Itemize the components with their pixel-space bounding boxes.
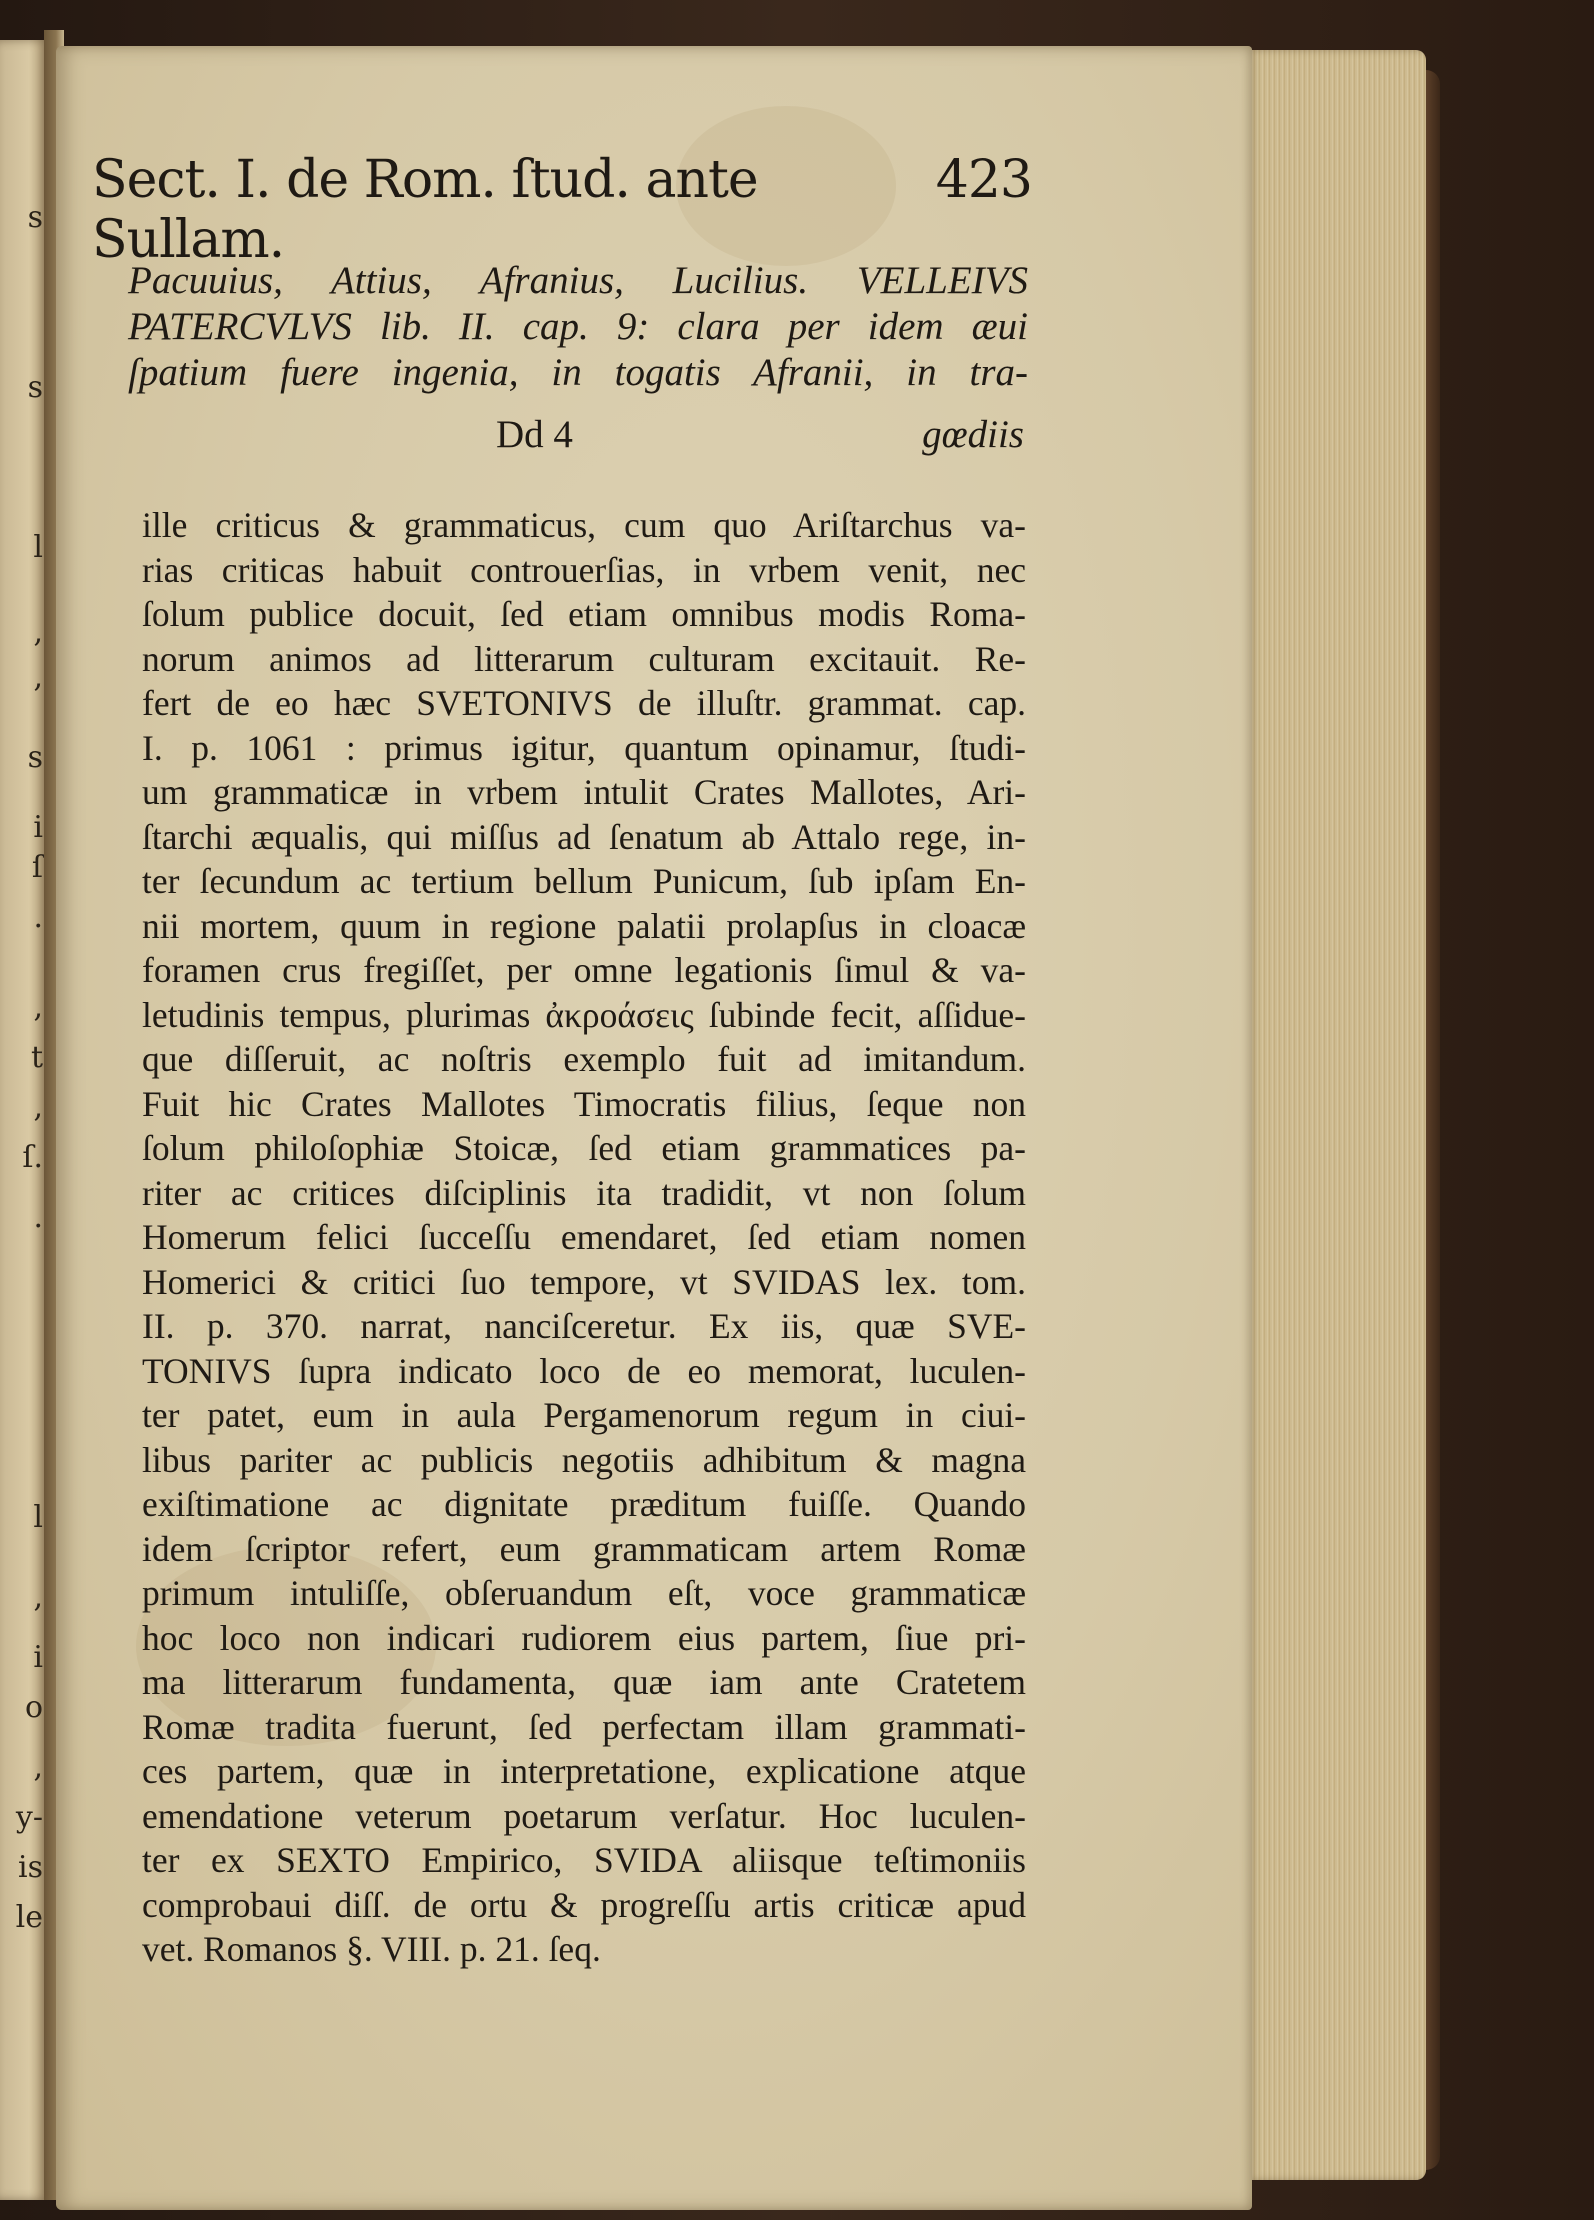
page-number: 423 bbox=[935, 150, 1032, 210]
left-margin-fragment: s bbox=[27, 740, 43, 775]
left-margin-fragment: , bbox=[33, 1750, 43, 1785]
signature-mark: Dd 4 bbox=[496, 413, 573, 456]
signature-line bbox=[128, 412, 1028, 462]
left-margin-fragment: s bbox=[27, 200, 43, 235]
body-line: ſolum publice docuit, ſed etiam omnibus modis Roma- bbox=[142, 594, 1026, 634]
body-line: ma litterarum fundamenta, quæ iam ante Cratetem bbox=[142, 1662, 1026, 1702]
left-margin-fragment: l bbox=[33, 1500, 43, 1535]
left-margin-fragment: o bbox=[24, 1690, 43, 1725]
left-margin-fragment: . bbox=[33, 900, 43, 935]
left-margin-fragment: , bbox=[33, 1580, 43, 1615]
left-page-edge bbox=[0, 40, 48, 2200]
body-line: letudinis tempus, plurimas ἀκροάσεις ſubinde fecit, aſſidue- bbox=[142, 994, 1026, 1035]
body-line: ter ex SEXTO Empirico, SVIDA aliisque teſtimoniis bbox=[142, 1840, 1026, 1880]
left-margin-fragment: , bbox=[33, 660, 43, 695]
body-line: fert de eo hæc SVETONIVS de illuſtr. grammat. cap. bbox=[142, 683, 1026, 723]
left-margin-fragments bbox=[3, 40, 43, 2200]
running-head-title: Sect. I. de Rom. ſtud. ante Sullam. bbox=[92, 150, 758, 270]
body-line: comprobaui diſſ. de ortu & progreſſu artis criticæ apud bbox=[142, 1884, 1026, 1925]
footnote-continuation bbox=[128, 258, 1028, 396]
body-line: hoc loco non indicari rudiorem eius partem, ſiue pri- bbox=[142, 1617, 1026, 1658]
left-margin-fragment: is bbox=[18, 1850, 43, 1885]
body-line: ille criticus & grammaticus, cum quo Ariſtarchus va- bbox=[142, 505, 1026, 545]
left-margin-fragment: y- bbox=[15, 1800, 43, 1835]
footnote-line: ſpatium fuere ingenia, in togatis Afranii, in tra- bbox=[128, 351, 1028, 394]
body-line: ter patet, eum in aula Pergamenorum regum in ciui- bbox=[142, 1395, 1026, 1435]
running-head bbox=[92, 150, 1032, 270]
body-line: TONIVS ſupra indicato loco de eo memorat, luculen- bbox=[142, 1350, 1026, 1391]
body-line: I. p. 1061 : primus igitur, quantum opinamur, ſtudi- bbox=[142, 727, 1026, 768]
body-text bbox=[142, 503, 1026, 1972]
body-line: Homerici & critici ſuo tempore, vt SVIDAS lex. tom. bbox=[142, 1261, 1026, 1302]
left-margin-fragment: ſ bbox=[31, 850, 43, 885]
body-line: Fuit hic Crates Mallotes Timocratis filius, ſeque non bbox=[142, 1083, 1026, 1124]
body-line: ſolum philoſophiæ Stoicæ, ſed etiam grammatices pa- bbox=[142, 1128, 1026, 1168]
left-margin-fragment: le bbox=[15, 1900, 43, 1935]
left-margin-fragment: i bbox=[33, 1640, 43, 1675]
left-margin-fragment: s bbox=[27, 370, 43, 405]
body-line: norum animos ad litterarum culturam excitauit. Re- bbox=[142, 638, 1026, 679]
body-line: rias criticas habuit controuerſias, in vrbem venit, nec bbox=[142, 549, 1026, 590]
left-margin-fragment: , bbox=[33, 990, 43, 1025]
body-line: primum intuliſſe, obſeruandum eſt, voce grammaticæ bbox=[142, 1573, 1026, 1613]
body-line: exiſtimatione ac dignitate præditum fuiſſe. Quando bbox=[142, 1484, 1026, 1524]
left-margin-fragment: . bbox=[33, 1200, 43, 1235]
left-margin-fragment: , bbox=[33, 615, 43, 650]
body-line: foramen crus fregiſſet, per omne legationis ſimul & va- bbox=[142, 950, 1026, 990]
body-line: ſtarchi æqualis, qui miſſus ad ſenatum ab Attalo rege, in- bbox=[142, 816, 1026, 857]
left-margin-fragment: t bbox=[30, 1040, 43, 1075]
body-line: um grammaticæ in vrbem intulit Crates Mallotes, Ari- bbox=[142, 772, 1026, 812]
left-margin-fragment: , bbox=[33, 1090, 43, 1125]
body-line: que diſſeruit, ac noſtris exemplo fuit ad imitandum. bbox=[142, 1039, 1026, 1079]
left-margin-fragment: i bbox=[33, 810, 43, 845]
page-fore-edge bbox=[1246, 50, 1426, 2180]
body-line: vet. Romanos §. VIII. p. 21. ſeq. bbox=[142, 1929, 601, 1969]
body-line: libus pariter ac publicis negotiis adhibitum & magna bbox=[142, 1439, 1026, 1480]
body-line: nii mortem, quum in regione palatii prolapſus in cloacæ bbox=[142, 905, 1026, 946]
body-line: II. p. 370. narrat, nanciſceretur. Ex iis, quæ SVE- bbox=[142, 1306, 1026, 1346]
body-line: ces partem, quæ in interpretatione, explicatione atque bbox=[142, 1751, 1026, 1791]
left-margin-fragment: ſ. bbox=[22, 1140, 43, 1175]
body-line: idem ſcriptor refert, eum grammaticam artem Romæ bbox=[142, 1528, 1026, 1569]
body-line: Homerum felici ſucceſſu emendaret, ſed etiam nomen bbox=[142, 1217, 1026, 1257]
catchword: gœdiis bbox=[922, 413, 1024, 456]
body-line: Romæ tradita fuerunt, ſed perfectam illam grammati- bbox=[142, 1706, 1026, 1747]
body-line: ter ſecundum ac tertium bellum Punicum, ſub ipſam En- bbox=[142, 861, 1026, 901]
footnote-line: PATERCVLVS lib. II. cap. 9: clara per idem æui bbox=[128, 305, 1028, 348]
left-margin-fragment: l bbox=[33, 530, 43, 565]
body-line: riter ac critices diſciplinis ita tradidit, vt non ſolum bbox=[142, 1172, 1026, 1213]
body-line: emendatione veterum poetarum verſatur. Hoc luculen- bbox=[142, 1795, 1026, 1836]
footnote-line: Pacuuius, Attius, Afranius, Lucilius. VELLEIVS bbox=[128, 259, 1028, 302]
